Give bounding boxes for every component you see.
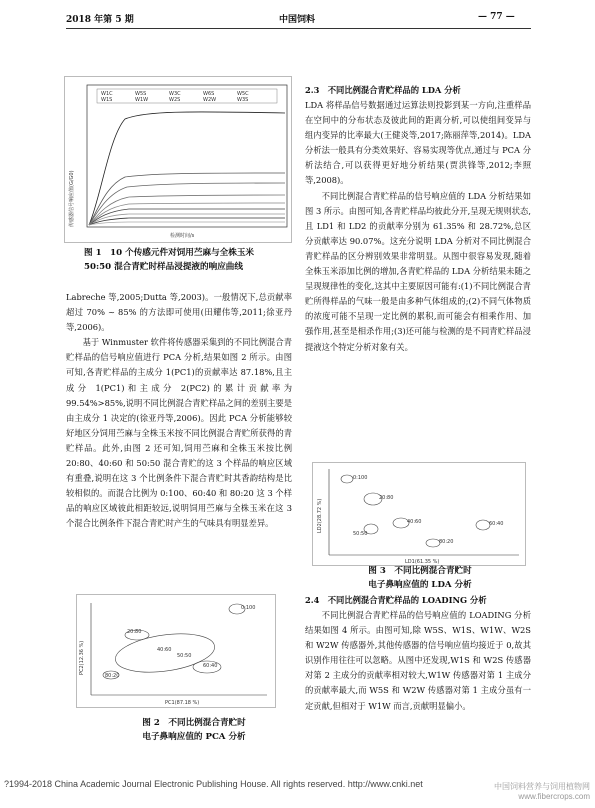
legend-item: W5C xyxy=(237,91,249,97)
section-2-4-heading: 2.4 不同比例混合青贮样品的 LOADING 分析 xyxy=(305,595,487,605)
figure-3-plot xyxy=(313,463,525,565)
figure-2-caption xyxy=(104,716,284,744)
legend-item: W5S xyxy=(135,91,147,97)
point-label: 40:60 xyxy=(157,647,172,653)
caption-line: 图 3 不同比例混合青贮时 xyxy=(368,566,472,576)
point-label: 0:100 xyxy=(241,605,256,611)
point-label: 20:80 xyxy=(127,629,142,635)
paragraph: LDA 将样品信号数据通过运算法则投影到某一方向,注重样品在空间中的分布状态及彼此间的距离分析,可以使组间变异与组内变异的比率最大(王健炎等,2017;陈丽萍等,2014)。LDA 分析法一般具有分类效果好、容易实现等优点,通过与 PCA 分析法结合,可以获得更好地分析结果(贾洪锋等,2012;李照等,2008)。 xyxy=(305,100,531,186)
figure-1-plot xyxy=(65,77,291,242)
figure-2-ylabel: PC2(12.36 %) xyxy=(79,640,85,675)
figure-1-xlabel: 检测时间/s xyxy=(170,233,195,239)
point-label: 60:40 xyxy=(489,521,504,527)
figure-3-xlabel: LD1(61.35 %) xyxy=(405,559,440,565)
point-label: 0:100 xyxy=(353,475,368,481)
figure-3 xyxy=(312,462,526,566)
caption-line: 电子鼻响应值的 PCA 分析 xyxy=(142,732,246,742)
figure-1 xyxy=(64,76,292,243)
legend-item: W1S xyxy=(101,97,113,103)
point-label: 60:40 xyxy=(203,663,218,669)
watermark: 中国饲料营养与饲用植物网 www.fibercrops.com xyxy=(494,782,590,801)
figure-1-curves xyxy=(89,112,285,225)
caption-line: 50:50 混合青贮时样品浸提液的响应曲线 xyxy=(84,262,243,272)
header-rule xyxy=(66,28,531,29)
figure-2-xlabel: PC1(87.18 %) xyxy=(165,700,200,706)
paragraph: Labreche 等,2005;Dutta 等,2003)。一般情况下,总贡献率超过 70% ~ 85% 的方法即可使用(田耀伟等,2011;徐亚丹等,2006)。 xyxy=(66,292,292,333)
legend-item: W2W xyxy=(203,97,217,103)
point-label: 40:60 xyxy=(407,519,422,525)
section-2-3-heading: 2.3 不同比例混合青贮样品的 LDA 分析 xyxy=(305,85,461,95)
legend-item: W3C xyxy=(169,91,181,97)
cluster-ellipse xyxy=(113,628,217,678)
point-label: 20:80 xyxy=(379,495,394,501)
legend-item: W6S xyxy=(203,91,215,97)
figure-1-legend xyxy=(97,89,277,103)
issue-label: 2018 年第 5 期 xyxy=(66,15,134,25)
figure-1-caption xyxy=(84,246,294,274)
right-column-text-bottom xyxy=(305,608,531,714)
point-label: 50:50 xyxy=(353,531,368,537)
figure-3-caption xyxy=(330,564,510,592)
paragraph: 不同比例混合青贮样品的信号响应值的 LOADING 分析结果如图 4 所示。由图可知,除 W5S、W1S、W1W、W2S 和 W2W 传感器外,其他传感器的信号响应值均接近于 0,故其识别作用往往可以忽略。从图中还发现,W1S 和 W2S 传感器对第 2 主成分的贡献率相对较大,W1W 传感器对第 1 主成分的贡献率最大,而 W5S 和 W2W 传感器对第 1 主成分虽有一定贡献,但相对于 W1W 而言,贡献明显偏小。 xyxy=(305,610,531,711)
cluster-ellipse xyxy=(426,539,440,547)
figure-2-plot xyxy=(77,595,275,707)
page-number: — 77 — xyxy=(478,12,515,22)
paragraph: 不同比例混合青贮样品的信号响应值的 LDA 分析结果如图 3 所示。由图可知,各青贮样品均彼此分开,呈现无规则状态,且 LD1 和 LD2 的贡献率分别为 61.35% 和 28.72%,总区分贡献率达 90.07%。这充分说明 LDA 分析对不同比例混合青贮样品的区分辨别效果非常明显。从图中很容易发现,随着全株玉米添加比例的增加,各青贮样品的 LDA 分析结果未随之呈现规律性的变化,这其中主要原因可能有:(1)不同比例混合青贮所得样品的气味一般是由多种气体组成的;(2)不同气体物质的浓度可能不呈现一定比例的累积,而可能会有相乘作用、加强作用,甚至是相杀作用;(3)还可能与检测的是不同青贮样品浸提液这个特定分析对象有关。 xyxy=(305,190,531,352)
point-label: 80:20 xyxy=(105,673,120,679)
copyright-footer: ?1994-2018 China Academic Journal Electronic Publishing House. All rights reserved. http://www.cnki.net xyxy=(4,779,423,789)
right-column-text-top xyxy=(305,98,531,355)
cluster-ellipse xyxy=(341,475,353,483)
legend-item: W1W xyxy=(135,97,149,103)
point-label: 80:20 xyxy=(439,539,454,545)
paragraph: 基于 Winmuster 软件将传感器采集到的不同比例混合青贮样品的信号响应值进行 PCA 分析,结果如图 2 所示。由图可知,各青贮样品的主成分 1(PC1)的贡献率达 87.18%,且主成分 1(PC1)和主成分 2(PC2)的累计贡献率为 99.54%>85%,说明不同比例混合青贮样品之间的差别主要是由主成分 1 决定的(徐亚丹等,2006)。因此 PCA 分析能够较好地区分饲用苎麻与全株玉米按不同比例混合青贮所获得的青贮样品。此外,由图 2 还可知,饲用苎麻和全株玉米按比例 20:80、40:60 和 50:50 混合青贮的这 3 个样品的响应区域有重叠,说明在这 3 个比例条件下混合青贮时其香韵结构是比较相似的。而混合比例为 0:100、60:40 和 80:20 这 3 个样品的响应区域彼此相距较远,说明饲用苎麻与全株玉米在这 3 个混合比例条件下混合青贮时产生的气味具有明显差异。 xyxy=(66,337,292,529)
legend-item: W1C xyxy=(101,91,113,97)
figure-3-ylabel: LD2(28.72 %) xyxy=(317,498,323,533)
figure-2 xyxy=(76,594,276,708)
legend-item: W2S xyxy=(169,97,181,103)
legend-item: W3S xyxy=(237,97,249,103)
journal-title: 中国饲料 xyxy=(279,15,316,25)
caption-line: 电子鼻响应值的 LDA 分析 xyxy=(368,580,472,590)
caption-line: 图 1 10 个传感元件对饲用苎麻与全株玉米 xyxy=(84,248,255,258)
left-column-text xyxy=(66,290,292,532)
point-label: 50:50 xyxy=(177,653,192,659)
figure-1-ylabel: 传感器信号响应值(G/G0) xyxy=(69,170,75,227)
caption-line: 图 2 不同比例混合青贮时 xyxy=(142,718,246,728)
cluster-ellipse xyxy=(476,520,490,530)
